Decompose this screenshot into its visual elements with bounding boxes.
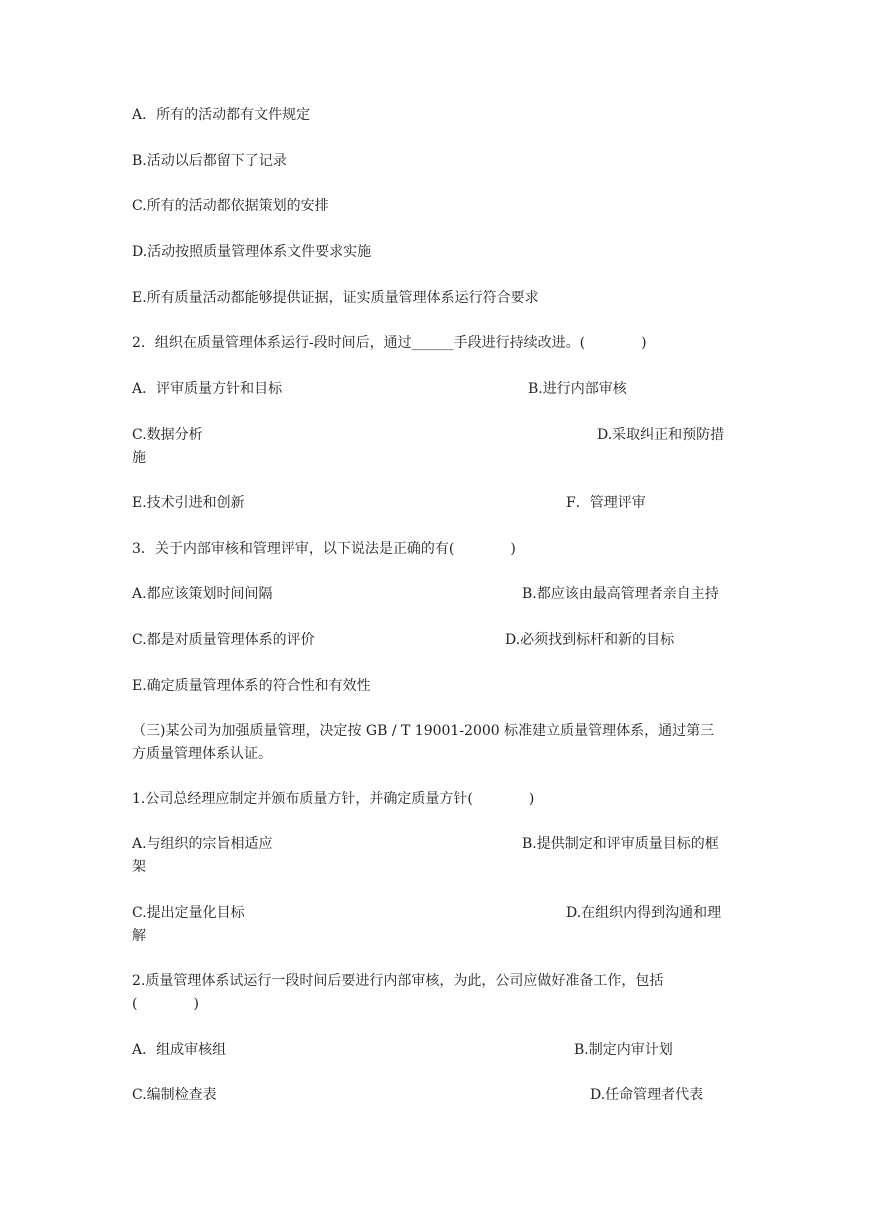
q2-option-e: E.技术引进和创新 (132, 495, 245, 511)
q3-stem: 3．关于内部审核和管理评审，以下说法是正确的有( ) (132, 541, 516, 557)
q3-option-a: A.都应该策划时间间隔 (132, 586, 273, 602)
q3-option-b: B.都应该由最高管理者亲自主持 (522, 586, 719, 602)
case3-q1-option-b-continued: 架 (132, 859, 146, 875)
q1-option-c: C.所有的活动都依据策划的安排 (132, 198, 329, 214)
case3-q2-option-c: C.编制检查表 (132, 1087, 217, 1103)
q3-option-d: D.必须找到标杆和新的目标 (505, 632, 675, 648)
q2-option-d: D.采取纠正和预防措 (597, 427, 725, 443)
case3-q1-option-a: A.与组织的宗旨相适应 (132, 836, 273, 852)
case3-intro-line2: 方质量管理体系认证。 (132, 746, 272, 762)
case3-q2-stem-line2: ( ) (132, 996, 199, 1012)
case3-q2-option-a: A．组成审核组 (132, 1042, 227, 1058)
case3-q1-option-d: D.在组织内得到沟通和理 (566, 905, 722, 921)
case3-q1-option-b: B.提供制定和评审质量目标的框 (522, 836, 719, 852)
q2-option-f: F．管理评审 (566, 495, 646, 511)
q2-option-b: B.进行内部审核 (528, 381, 627, 397)
q1-option-a: A．所有的活动都有文件规定 (132, 107, 311, 123)
case3-q2-option-d: D.任命管理者代表 (590, 1087, 704, 1103)
q3-option-c: C.都是对质量管理体系的评价 (132, 632, 315, 648)
case3-q1-option-c: C.提出定量化目标 (132, 905, 245, 921)
case3-q1-option-d-continued: 解 (132, 928, 146, 944)
q1-option-b: B.活动以后都留下了记录 (132, 153, 287, 169)
q2-stem: 2．组织在质量管理体系运行-段时间后，通过______手段进行持续改进。( ) (132, 335, 647, 351)
q2-option-a: A．评审质量方针和目标 (132, 381, 283, 397)
case3-q2-option-b: B.制定内审计划 (574, 1042, 673, 1058)
q3-option-e: E.确定质量管理体系的符合性和有效性 (132, 678, 371, 694)
q1-option-e: E.所有质量活动都能够提供证据，证实质量管理体系运行符合要求 (132, 290, 539, 306)
q2-option-d-continued: 施 (132, 450, 146, 466)
case3-intro-line1: （三)某公司为加强质量管理，决定按 GB / T 19001-2000 标准建立质量管理体系，通过第三 (132, 723, 715, 739)
q1-option-d: D.活动按照质量管理体系文件要求实施 (132, 244, 372, 260)
case3-q1-stem: 1.公司总经理应制定并颁布质量方针，并确定质量方针( ) (132, 791, 535, 807)
case3-q2-stem-line1: 2.质量管理体系试运行一段时间后要进行内部审核，为此，公司应做好准备工作，包括 (132, 973, 664, 989)
q2-option-c: C.数据分析 (132, 427, 203, 443)
